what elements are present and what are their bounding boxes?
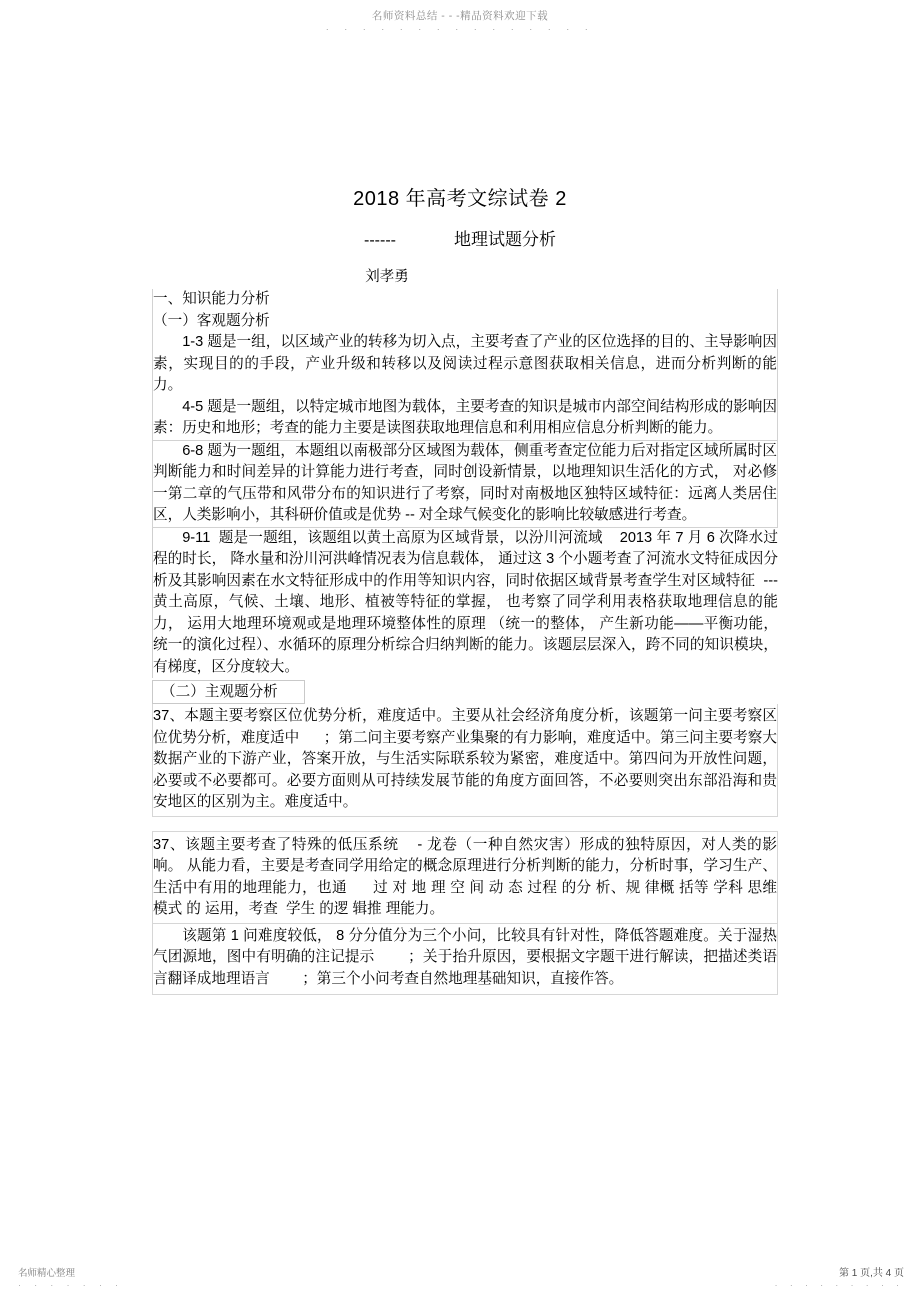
subtitle-row — [0, 229, 920, 252]
paragraph-q4-5: 4-5 题是一题组，以特定城市地图为载体，主要考查的知识是城市内部空间结构形成的影响因素：历史和地形；考查的能力主要是读图获取地理信息和利用相应信息分析判断的能力。 — [153, 398, 777, 436]
heading-knowledge-analysis: 一、知识能力分析 — [153, 291, 270, 307]
q9-11-frame — [152, 528, 783, 679]
footer-left-text: 名师精心整理 — [18, 1267, 76, 1279]
q37-third-frame — [152, 924, 778, 996]
paragraph-q6-8: 6-8 题为一题组，本题组以南极部分区域图为载体，侧重考查定位能力后对指定区域所属时区判断能力和时间差异的计算能力进行考查，同时创设新情景，以地理知识生活化的方式， 对必修一第二章的气压带和风带分布的知识进行了考察，同时对南极地区独特区域特征：远离人类居住区，人类影响小，其科研价值或是优势 -- 对全球气候变化的影响比较敏感进行考查。 — [153, 442, 777, 523]
subjective-section-label-wrap — [152, 678, 778, 705]
footer-left — [18, 1268, 123, 1291]
q37-first-frame — [152, 704, 778, 817]
q37-second-frame — [152, 831, 782, 924]
header-watermark — [0, 10, 920, 35]
heading-subjective-analysis: （二）主观题分析 — [152, 680, 305, 704]
footer-right-dots: · · · · · · · · · — [774, 1279, 904, 1290]
objective-section-frame — [152, 289, 778, 440]
paragraph-q1-3: 1-3 题是一组，以区域产业的转移为切入点，主要考查了产业的区位选择的目的、主导影响因素，实现目的的手段，产业升级和转移以及阅读过程示意图获取相关信息，进而分析判断的能力。 — [153, 334, 777, 393]
paragraph-q9-11: 9-11 题是一题组，该题组以黄土高原为区域背景，以汾川河流域 2013 年 7 月 6 次降水过程的时长， 降水量和汾川河洪峰情况表为信息载体， 通过这 3 个小题考查了河流水文特征成因分析及其影响因素在水文特征形成中的作用等知识内容，同时依据区域背景考查学生对区域特征 --- 黄土高原，气候、土壤、地形、植被等特征的掌握， 也考察了同学利用表格获取地理信息的能力， 运用大地理环境观或是地理环境整体性的原理 （统一的整体， 产生新功能——平衡功能， 统一的演化过程）、水循环的原理分析综合归纳判断的能力。该题层层深入，跨不同的知识模块，有梯度，区分度较大。 — [153, 529, 783, 675]
author-name: 刘孝勇 — [365, 269, 409, 285]
heading-objective-analysis: （一）客观题分析 — [153, 312, 270, 329]
header-watermark-text: 名师资料总结 - - -精品资料欢迎下载 — [371, 10, 549, 22]
paragraph-q37-third: 该题第 1 问难度较低， 8 分分值分为三个小问，比较具有针对性，降低答题难度。关于湿热气团源地，图中有明确的注记提示 ；关于抬升原因，要根据文字题干进行解读，把描述类语言翻译成地理语言 ；第三个小问考查自然地理基础知识，直接作答。 — [153, 927, 777, 987]
paragraph-q37-second: 37、该题主要考查了特殊的低压系统 - 龙卷（一种自然灾害）形成的独特原因，对人类的影响。 从能力看，主要是考查同学用给定的概念原理进行分析判断的能力，分析时事，学习生产、生活中有用的地理能力，也通 过 对 地 理 空 间 动 态 过程 的分 析、规 律概 括等 学科 思维 模式 的 运用，考查 学生 的逻 辑推 理能力。 — [153, 836, 782, 917]
subtitle-text: 地理试题分析 — [453, 230, 556, 249]
subtitle-dashes: ------ — [364, 232, 396, 249]
header-watermark-dots: · · · · · · · · · · · · · · · — [325, 24, 595, 35]
document-body — [152, 289, 783, 995]
paragraph-q37-first: 37、本题主要考察区位优势分析，难度适中。主要从社会经济角度分析，该题第一问主要考察区位优势分析，难度适中 ；第二问主要考察产业集聚的有力影响，难度适中。第三问主要考察大数据产业的下游产业，答案开放，与生活实际联系较为紧密，难度适中。第四问为开放性问题，必要或不必要都可。必要方面则从可持续发展节能的角度方面回答，不必要则突出东部沿海和贵安地区的区别为主。难度适中。 — [153, 708, 777, 810]
footer-page-text: 第 1 页,共 4 页 — [838, 1267, 904, 1279]
paragraph-gap — [152, 817, 778, 831]
footer-left-dots: · · · · · · · — [18, 1279, 124, 1290]
page-title: 2018 年高考文综试卷 2 — [353, 188, 567, 210]
q6-8-frame — [152, 440, 778, 528]
footer-page-number — [775, 1267, 904, 1291]
